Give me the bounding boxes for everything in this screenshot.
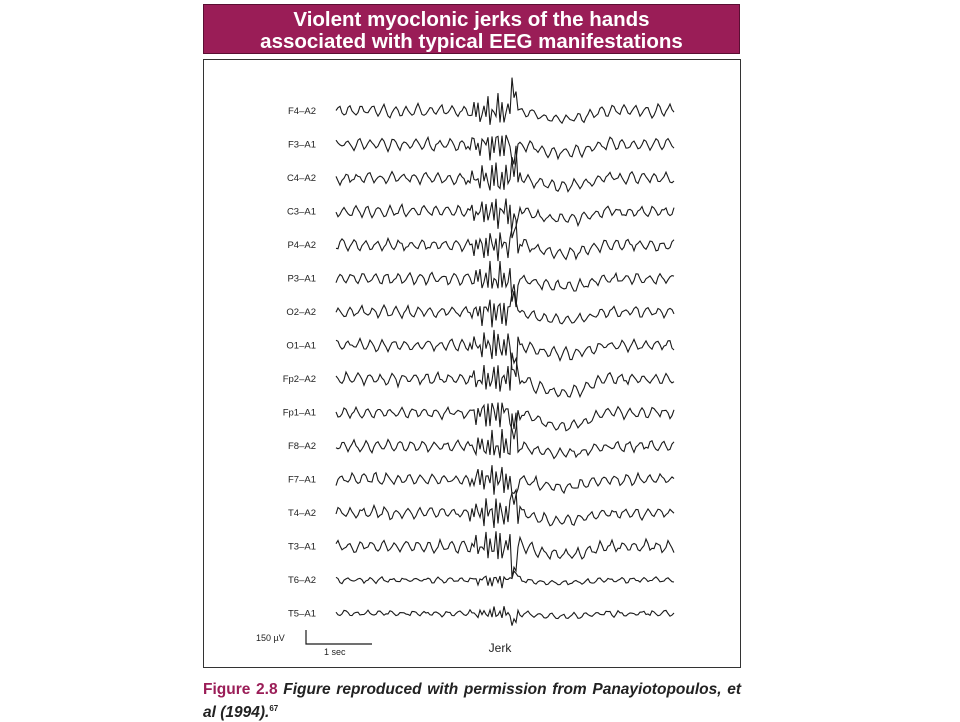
eeg-trace (336, 531, 674, 578)
eeg-trace (336, 606, 674, 625)
scale-time-label: 1 sec (324, 647, 346, 657)
scale-amplitude-label: 150 µV (256, 633, 285, 643)
channel-label: C4–A2 (286, 173, 316, 184)
channel-label: O2–A2 (286, 307, 316, 318)
slide-title (203, 4, 740, 54)
eeg-trace (336, 199, 674, 239)
channel-label: O1–A1 (286, 340, 316, 352)
channel-label: F8–A2 (288, 441, 316, 452)
channel-label: P4–A2 (287, 240, 316, 251)
channel-label: P3–A1 (287, 273, 316, 285)
figure-caption (203, 680, 741, 722)
channel-label: T6–A2 (288, 575, 316, 586)
title-line-2: associated with typical EEG manifestations (260, 30, 683, 53)
scale-bar (306, 630, 372, 644)
caption-text: Figure reproduced with permission from Panayiotopoulos, et al (1994). (203, 681, 741, 722)
caption-figure-number: Figure 2.8 (203, 681, 278, 698)
channel-label: F3–A1 (288, 139, 316, 151)
eeg-trace (336, 571, 674, 588)
title-line-1: Violent myoclonic jerks of the hands (293, 8, 650, 31)
eeg-trace (336, 284, 674, 327)
eeg-trace (336, 78, 674, 125)
eeg-trace (336, 403, 674, 440)
channel-label: T3–A1 (288, 541, 316, 553)
channel-label: F7–A1 (288, 474, 316, 486)
eeg-trace (336, 353, 674, 397)
eeg-trace (336, 465, 674, 505)
channel-label: T5–A1 (288, 608, 316, 620)
channel-label: Fp1–A1 (282, 407, 316, 419)
channel-label: F4–A2 (288, 106, 316, 117)
eeg-trace (336, 214, 674, 262)
channel-label: Fp2–A2 (282, 374, 316, 385)
jerk-label: Jerk (488, 641, 512, 655)
channel-label: C3–A1 (286, 206, 316, 218)
eeg-figure (203, 59, 741, 668)
channel-label: T4–A2 (288, 508, 316, 519)
eeg-trace (336, 330, 674, 377)
eeg-trace (336, 146, 674, 192)
caption-reference: 67 (269, 704, 279, 713)
eeg-trace (336, 490, 674, 528)
eeg-traces (204, 60, 740, 667)
eeg-trace (336, 413, 674, 459)
eeg-trace (336, 261, 674, 307)
